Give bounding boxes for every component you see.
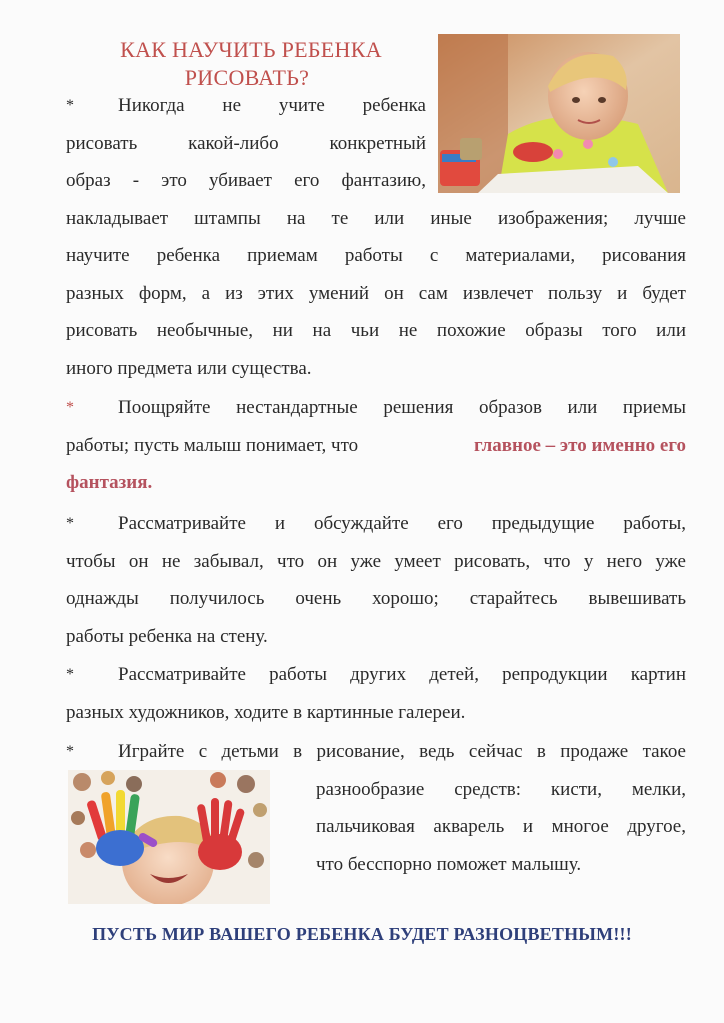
tip-1-line-6: разных форм, а из этих умений он сам извлечет пользу и будет — [66, 282, 686, 304]
tip-1-line-3: образ - это убивает его фантазию, — [66, 170, 426, 191]
title-line-1: КАК НАУЧИТЬ РЕБЕНКА — [120, 37, 382, 62]
tip-5-line-3: пальчиковая акварель и многое другое, — [316, 816, 686, 837]
tip-3-line-1: Рассматривайте и обсуждайте его предыдущие работы, — [118, 513, 686, 534]
bullet-star: * — [66, 97, 74, 114]
tip-3 — [66, 505, 686, 655]
tip-1-line-5: научите ребенка приемам работы с материалами, рисования — [66, 245, 686, 266]
tip-2-line-2: работы; пусть малыш понимает, что — [66, 434, 363, 456]
tip-4-line-1: Рассматривайте работы других детей, репродукции картин — [118, 664, 686, 685]
tip-1 — [66, 87, 686, 387]
page-title — [66, 36, 436, 92]
tip-3-line-3: однажды получилось очень хорошо; старайтесь вывешивать — [66, 588, 686, 609]
tip-5-line-1: Играйте с детьми в рисование, ведь сейчас в продаже такое — [118, 741, 686, 762]
bullet-star: * — [66, 743, 74, 760]
tip-1-line-7: рисовать необычные, ни на чьи не похожие образы того или — [66, 320, 686, 341]
tip-1-line-8: иного предмета или существа. — [66, 357, 312, 379]
bullet-star: * — [66, 515, 74, 532]
bullet-star: * — [66, 666, 74, 683]
tip-1-line-1: Никогда не учите ребенка — [118, 95, 426, 116]
tip-2-line-3: фантазия. — [66, 472, 153, 493]
title-line-2: РИСОВАТЬ? — [184, 65, 310, 90]
tip-4 — [66, 656, 686, 731]
closing-slogan: ПУСТЬ МИР ВАШЕГО РЕБЕНКА БУДЕТ РАЗНОЦВЕТНЫМ!!! — [92, 924, 632, 944]
tip-4-line-2: разных художников, ходите в картинные галереи. — [66, 701, 466, 723]
tip-2 — [66, 389, 686, 502]
tip-1-line-2: рисовать какой-либо конкретный — [66, 132, 426, 154]
tip-2-line-1: Поощряйте нестандартные решения образов или приемы — [118, 397, 686, 418]
tip-5-line-2: разнообразие средств: кисти, мелки, — [316, 778, 686, 800]
tip-3-line-4: работы ребенка на стену. — [66, 625, 268, 647]
painted-hands-photo — [68, 770, 270, 904]
tip-2-emphasis: главное – это именно его — [473, 434, 686, 456]
tip-5-line-4: что бесспорно поможет малышу. — [316, 853, 582, 875]
bullet-star: * — [66, 399, 74, 416]
tip-3-line-2: чтобы он не забывал, что он уже умеет рисовать, что у него уже — [66, 550, 686, 572]
tip-1-line-4: накладывает штампы на те или иные изображения; лучше — [66, 207, 686, 229]
